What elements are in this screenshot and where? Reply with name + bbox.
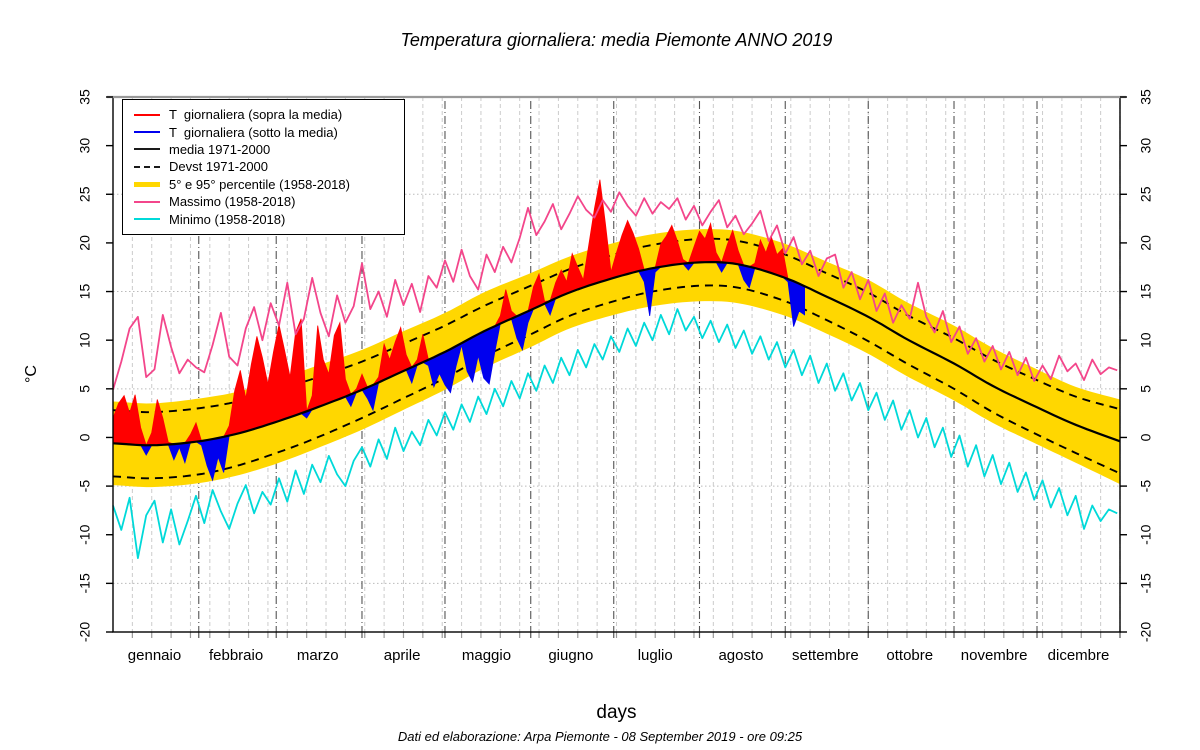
- y-tick-label-left: 35: [76, 89, 93, 105]
- legend-item-0: [134, 106, 404, 123]
- y-tick-label-right: -5: [1137, 479, 1154, 493]
- y-axis-label: °C: [23, 365, 40, 383]
- y-tick-label-left: -20: [76, 621, 93, 643]
- y-tick-label-left: 10: [76, 332, 93, 348]
- y-tick-label-left: -5: [76, 479, 93, 493]
- y-tick-label-left: 0: [76, 433, 93, 442]
- legend-item-6: [134, 210, 404, 227]
- legend-item-2: [134, 141, 404, 158]
- y-tick-label-right: 15: [1137, 283, 1154, 300]
- y-tick-label-right: 5: [1137, 384, 1154, 393]
- legend-item-5: [134, 193, 404, 210]
- y-tick-label-right: -10: [1137, 524, 1154, 545]
- y-tick-label-right: 25: [1137, 186, 1154, 203]
- y-tick-label-right: 0: [1137, 433, 1154, 442]
- y-tick-label-left: 30: [76, 137, 93, 154]
- footer-credit: Dati ed elaborazione: Arpa Piemonte - 08 September 2019 - ore 09:25: [397, 729, 803, 744]
- legend-label: Minimo (1958-2018): [169, 211, 286, 227]
- chart-title: Temperatura giornaliera: media Piemonte ANNO 2019: [400, 30, 833, 50]
- legend-item-1: [134, 123, 404, 140]
- y-tick-label-left: -15: [76, 573, 93, 594]
- y-tick-label-left: 15: [76, 283, 93, 300]
- month-label: novembre: [960, 647, 1028, 664]
- y-tick-label-left: 20: [76, 235, 93, 251]
- legend-label: T giornaliera (sotto la media): [169, 124, 338, 140]
- y-tick-label-left: 5: [76, 384, 93, 393]
- month-label: luglio: [637, 647, 673, 664]
- month-label: maggio: [461, 647, 512, 664]
- legend-swatch: [134, 201, 160, 203]
- y-tick-label-right: -20: [1137, 621, 1154, 643]
- y-tick-label-right: 35: [1137, 89, 1154, 105]
- legend-label: media 1971-2000: [169, 141, 271, 157]
- month-label: febbraio: [208, 647, 264, 664]
- y-tick-label-left: -10: [76, 524, 93, 545]
- month-label: aprile: [383, 647, 421, 664]
- chart-legend: [122, 99, 405, 235]
- month-label: agosto: [718, 647, 764, 664]
- legend-swatch: [134, 166, 160, 168]
- y-tick-label-right: 20: [1137, 235, 1154, 251]
- legend-swatch: [134, 114, 160, 116]
- legend-swatch: [134, 148, 160, 150]
- legend-swatch: [134, 182, 160, 187]
- month-label: marzo: [296, 647, 339, 664]
- month-label: gennaio: [127, 647, 182, 664]
- legend-label: 5° e 95° percentile (1958-2018): [169, 176, 350, 192]
- legend-label: Massimo (1958-2018): [169, 194, 296, 210]
- legend-label: Devst 1971-2000: [169, 159, 269, 175]
- legend-swatch: [134, 131, 160, 133]
- month-label: settembre: [792, 647, 859, 664]
- legend-swatch: [134, 218, 160, 220]
- y-tick-label-right: 30: [1137, 137, 1154, 154]
- legend-item-4: [134, 176, 404, 193]
- y-tick-label-right: -15: [1137, 573, 1154, 594]
- y-tick-label-left: 25: [76, 186, 93, 203]
- y-tick-label-right: 10: [1137, 332, 1154, 348]
- month-label: dicembre: [1047, 647, 1110, 664]
- legend-item-3: [134, 158, 404, 175]
- month-label: giugno: [548, 647, 594, 664]
- month-label: ottobre: [886, 647, 934, 664]
- x-axis-label: days: [596, 702, 637, 723]
- legend-label: T giornaliera (sopra la media): [169, 107, 343, 123]
